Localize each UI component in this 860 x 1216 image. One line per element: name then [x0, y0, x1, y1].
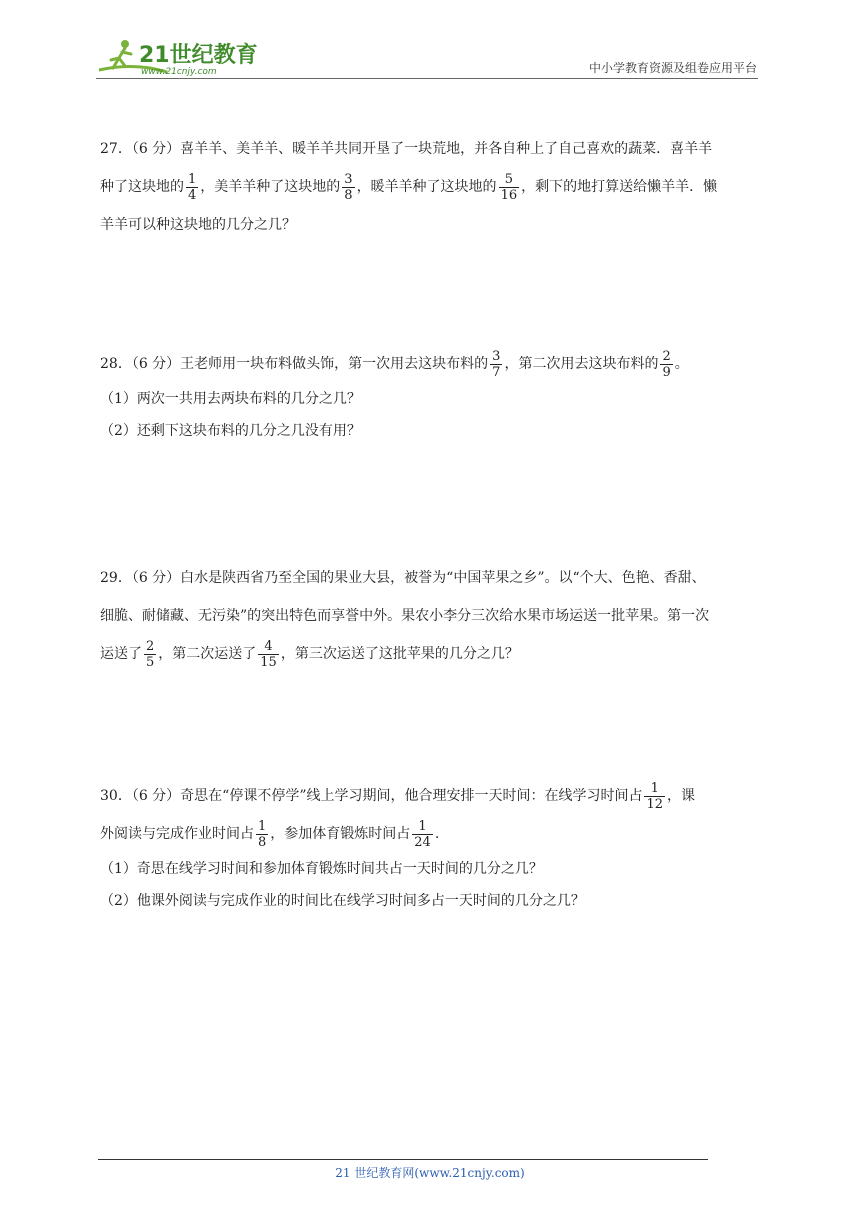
question-text: 29．（6 分）白水是陕西省乃至全国的果业大县，被誉为“中国苹果之乡”。以“个大、色艳、香甜、 [100, 570, 706, 586]
question-text: 运送了 [100, 646, 142, 662]
sub-question: （1）两次一共用去两块布料的几分之几？ [100, 391, 361, 407]
page-header [95, 28, 757, 80]
platform-name: 中小学教育资源及组卷应用平台 [588, 61, 757, 75]
question-line [100, 559, 760, 597]
fraction-denominator: 4 [188, 187, 197, 203]
fraction [258, 639, 279, 670]
question-text: 种了这块地的 [100, 179, 184, 195]
question-text: ，课 [667, 788, 696, 804]
sub-question: （2）他课外阅读与完成作业的时间比在线学习时间多占一天时间的几分之几？ [100, 893, 585, 909]
fraction [342, 172, 354, 203]
fraction [660, 349, 672, 380]
fraction-numerator: 3 [492, 348, 501, 364]
sub-question: （2）还剩下这块布料的几分之几没有用？ [100, 423, 361, 439]
question-text: ，暖羊羊种了这块地的 [356, 179, 497, 195]
question-line [100, 815, 760, 853]
question-text: ，第二次用去这块布料的 [504, 356, 659, 372]
question-27 [100, 130, 760, 244]
question-line [100, 130, 760, 168]
logo-url: www.21cnjy.com [141, 67, 217, 77]
fraction-numerator: 2 [662, 348, 671, 364]
question-text: 30．（6 分）奇思在“停课不停学”线上学习期间，他合理安排一天时间：在线学习时间占 [100, 788, 643, 804]
logo-text: 21世纪教育 [139, 43, 258, 68]
fraction-numerator: 1 [258, 818, 267, 834]
question-text: 细脆、耐储藏、无污染”的突出特色而享誉中外。果农小李分三次给水果市场运送一批苹果。第一次 [100, 608, 710, 624]
fraction-numerator: 1 [412, 819, 433, 835]
question-text: ，第二次运送了 [158, 646, 257, 662]
question-28 [100, 345, 760, 447]
fraction-numerator: 5 [499, 172, 520, 188]
fraction-denominator: 12 [646, 796, 664, 812]
question-line [100, 777, 760, 815]
question-text: 。 [674, 356, 689, 372]
question-text: 27．（6 分）喜羊羊、美羊羊、暖羊羊共同开垦了一块荒地，并各自种上了自己喜欢的蔬菜．喜羊羊 [100, 141, 713, 157]
fraction [499, 172, 520, 203]
question-text: ，剩下的地打算送给懒羊羊．懒 [521, 179, 718, 195]
question-text: ，美羊羊种了这块地的 [200, 179, 341, 195]
fraction-denominator: 15 [260, 654, 277, 670]
sub-question: （1）奇思在线学习时间和参加体育锻炼时间共占一天时间的几分之几？ [100, 861, 543, 877]
question-29 [100, 559, 760, 673]
fraction [644, 781, 665, 812]
fraction-numerator: 2 [146, 638, 155, 654]
question-line [100, 635, 760, 673]
question-line [100, 206, 760, 244]
question-text: . [434, 826, 440, 842]
fraction-denominator: 7 [492, 364, 501, 380]
footer-text: 21 世纪教育网(www.21cnjy.com) [335, 1166, 525, 1180]
question-line [100, 168, 760, 206]
fraction [490, 349, 502, 380]
question-text: 羊羊可以种这块地的几分之几？ [100, 217, 296, 233]
fraction-denominator: 8 [258, 834, 267, 850]
fraction-denominator: 5 [146, 654, 155, 670]
fraction-denominator: 16 [500, 187, 518, 203]
question-30 [100, 777, 760, 917]
footer-divider [98, 1159, 708, 1160]
question-line [100, 597, 760, 635]
fraction-numerator: 4 [258, 639, 279, 655]
fraction [144, 639, 156, 670]
fraction [186, 172, 198, 203]
question-line [100, 345, 760, 383]
site-logo [95, 36, 265, 78]
fraction-denominator: 9 [662, 364, 671, 380]
fraction-numerator: 1 [188, 171, 197, 187]
fraction-denominator: 8 [344, 187, 353, 203]
fraction-denominator: 24 [414, 834, 431, 850]
fraction [256, 819, 268, 850]
question-text: ，第三次运送了这批苹果的几分之几？ [280, 646, 519, 662]
fraction-numerator: 3 [344, 171, 353, 187]
header-divider [96, 78, 758, 79]
question-text: 28．（6 分）王老师用一块布料做头饰，第一次用去这块布料的 [100, 356, 489, 372]
question-text: 外阅读与完成作业时间占 [100, 826, 254, 842]
fraction [412, 819, 433, 850]
question-text: ，参加体育锻炼时间占 [270, 826, 411, 842]
fraction-numerator: 1 [644, 781, 665, 797]
